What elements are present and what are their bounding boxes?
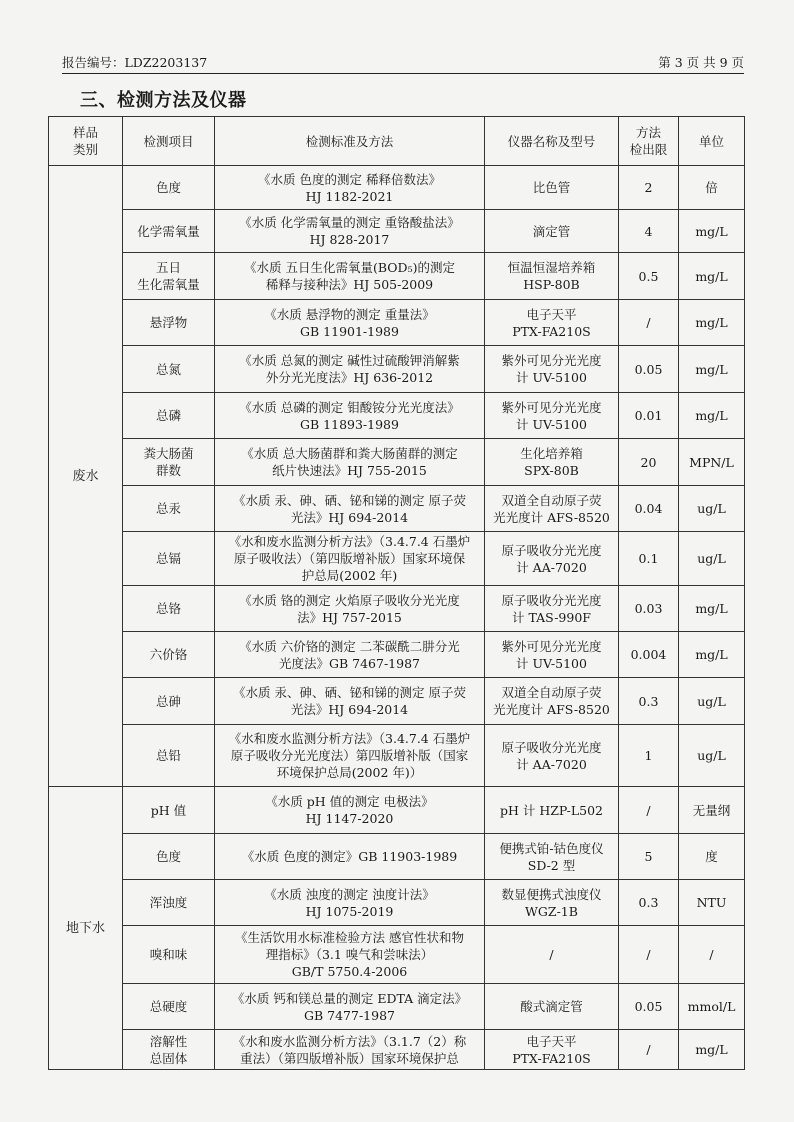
unit-cell: mmol/L bbox=[679, 984, 745, 1030]
method-cell: 《水质 五日生化需氧量(BOD₅)的测定 稀释与接种法》HJ 505-2009 bbox=[215, 253, 485, 300]
item-cell: 悬浮物 bbox=[123, 300, 215, 346]
unit-cell: 度 bbox=[679, 834, 745, 880]
limit-cell: 0.04 bbox=[619, 486, 679, 532]
limit-cell: 0.03 bbox=[619, 586, 679, 632]
instrument-cell: 滴定管 bbox=[485, 210, 619, 253]
col-header-method: 检测标准及方法 bbox=[215, 117, 485, 166]
instrument-cell: 电子天平 PTX-FA210S bbox=[485, 1030, 619, 1070]
method-cell: 《生活饮用水标准检验方法 感官性状和物 理指标》（3.1 嗅气和尝味法） GB/T 5750.4-2006 bbox=[215, 926, 485, 984]
table-row bbox=[49, 1030, 745, 1070]
method-cell: 《水和废水监测分析方法》（3.1.7（2）称 重法）（第四版增补版）国家环境保护总 bbox=[215, 1030, 485, 1070]
unit-cell: ug/L bbox=[679, 486, 745, 532]
table-row bbox=[49, 586, 745, 632]
col-header-instrument: 仪器名称及型号 bbox=[485, 117, 619, 166]
unit-cell: mg/L bbox=[679, 300, 745, 346]
item-cell: 总硬度 bbox=[123, 984, 215, 1030]
item-cell: 总镉 bbox=[123, 532, 215, 586]
limit-cell: 4 bbox=[619, 210, 679, 253]
report-header bbox=[62, 51, 744, 74]
method-cell: 《水和废水监测分析方法》（3.4.7.4 石墨炉 原子吸收法）（第四版增补版）国家环境保 护总局(2002 年) bbox=[215, 532, 485, 586]
method-cell: 《水和废水监测分析方法》（3.4.7.4 石墨炉 原子吸收分光光度法）第四版增补版（国家 环境保护总局(2002 年)） bbox=[215, 725, 485, 787]
instrument-cell: 原子吸收分光光度 计 AA-7020 bbox=[485, 725, 619, 787]
unit-cell: 无量纲 bbox=[679, 787, 745, 834]
item-cell: 粪大肠菌 群数 bbox=[123, 439, 215, 486]
col-header-item: 检测项目 bbox=[123, 117, 215, 166]
instrument-cell: 双道全自动原子荧 光光度计 AFS-8520 bbox=[485, 678, 619, 725]
unit-cell: mg/L bbox=[679, 210, 745, 253]
methods-table bbox=[48, 116, 745, 1070]
limit-cell: 0.5 bbox=[619, 253, 679, 300]
method-cell: 《水质 总磷的测定 钼酸铵分光光度法》 GB 11893-1989 bbox=[215, 393, 485, 439]
unit-cell: mg/L bbox=[679, 253, 745, 300]
method-cell: 《水质 色度的测定 稀释倍数法》 HJ 1182-2021 bbox=[215, 166, 485, 210]
instrument-cell: 电子天平 PTX-FA210S bbox=[485, 300, 619, 346]
sample-category-cell: 地下水 bbox=[49, 787, 123, 1070]
limit-cell: 0.004 bbox=[619, 632, 679, 678]
unit-cell: NTU bbox=[679, 880, 745, 926]
table-row bbox=[49, 253, 745, 300]
table-row bbox=[49, 210, 745, 253]
method-cell: 《水质 悬浮物的测定 重量法》 GB 11901-1989 bbox=[215, 300, 485, 346]
limit-cell: / bbox=[619, 787, 679, 834]
table-row bbox=[49, 984, 745, 1030]
method-cell: 《水质 汞、砷、硒、铋和锑的测定 原子荧 光法》HJ 694-2014 bbox=[215, 486, 485, 532]
section-title: 三、检测方法及仪器 bbox=[80, 90, 247, 111]
instrument-cell: 便携式铂-钴色度仪 SD-2 型 bbox=[485, 834, 619, 880]
method-cell: 《水质 浊度的测定 浊度计法》 HJ 1075-2019 bbox=[215, 880, 485, 926]
table-row bbox=[49, 300, 745, 346]
limit-cell: 2 bbox=[619, 166, 679, 210]
instrument-cell: 原子吸收分光光度 计 AA-7020 bbox=[485, 532, 619, 586]
col-header-category: 样品 类别 bbox=[49, 117, 123, 166]
item-cell: 总铬 bbox=[123, 586, 215, 632]
limit-cell: 0.05 bbox=[619, 346, 679, 393]
method-cell: 《水质 色度的测定》GB 11903-1989 bbox=[215, 834, 485, 880]
table-row bbox=[49, 532, 745, 586]
col-header-limit: 方法 检出限 bbox=[619, 117, 679, 166]
table-row bbox=[49, 678, 745, 725]
table-row bbox=[49, 880, 745, 926]
item-cell: 化学需氧量 bbox=[123, 210, 215, 253]
instrument-cell: 紫外可见分光光度 计 UV-5100 bbox=[485, 393, 619, 439]
unit-cell: / bbox=[679, 926, 745, 984]
instrument-cell: pH 计 HZP-L502 bbox=[485, 787, 619, 834]
instrument-cell: 恒温恒湿培养箱 HSP-80B bbox=[485, 253, 619, 300]
item-cell: 色度 bbox=[123, 834, 215, 880]
sample-category-cell: 废水 bbox=[49, 166, 123, 787]
instrument-cell: 紫外可见分光光度 计 UV-5100 bbox=[485, 346, 619, 393]
limit-cell: 0.05 bbox=[619, 984, 679, 1030]
instrument-cell: / bbox=[485, 926, 619, 984]
limit-cell: 0.1 bbox=[619, 532, 679, 586]
col-header-unit: 单位 bbox=[679, 117, 745, 166]
table-row bbox=[49, 926, 745, 984]
page-indicator: 第 3 页 共 9 页 bbox=[658, 55, 744, 70]
method-cell: 《水质 汞、砷、硒、铋和锑的测定 原子荧 光法》HJ 694-2014 bbox=[215, 678, 485, 725]
method-cell: 《水质 pH 值的测定 电极法》 HJ 1147-2020 bbox=[215, 787, 485, 834]
limit-cell: 0.3 bbox=[619, 880, 679, 926]
table-row bbox=[49, 439, 745, 486]
instrument-cell: 双道全自动原子荧 光光度计 AFS-8520 bbox=[485, 486, 619, 532]
method-cell: 《水质 钙和镁总量的测定 EDTA 滴定法》 GB 7477-1987 bbox=[215, 984, 485, 1030]
instrument-cell: 原子吸收分光光度 计 TAS-990F bbox=[485, 586, 619, 632]
table-row bbox=[49, 486, 745, 532]
limit-cell: 1 bbox=[619, 725, 679, 787]
item-cell: 嗅和味 bbox=[123, 926, 215, 984]
limit-cell: 20 bbox=[619, 439, 679, 486]
instrument-cell: 紫外可见分光光度 计 UV-5100 bbox=[485, 632, 619, 678]
item-cell: 总氮 bbox=[123, 346, 215, 393]
limit-cell: 0.01 bbox=[619, 393, 679, 439]
limit-cell: / bbox=[619, 926, 679, 984]
item-cell: 总磷 bbox=[123, 393, 215, 439]
unit-cell: mg/L bbox=[679, 346, 745, 393]
limit-cell: / bbox=[619, 300, 679, 346]
item-cell: 浑浊度 bbox=[123, 880, 215, 926]
unit-cell: mg/L bbox=[679, 632, 745, 678]
table-row bbox=[49, 166, 745, 210]
unit-cell: mg/L bbox=[679, 1030, 745, 1070]
item-cell: 总铅 bbox=[123, 725, 215, 787]
unit-cell: mg/L bbox=[679, 586, 745, 632]
table-row bbox=[49, 393, 745, 439]
instrument-cell: 比色管 bbox=[485, 166, 619, 210]
unit-cell: mg/L bbox=[679, 393, 745, 439]
method-cell: 《水质 化学需氧量的测定 重铬酸盐法》 HJ 828-2017 bbox=[215, 210, 485, 253]
unit-cell: ug/L bbox=[679, 532, 745, 586]
item-cell: 溶解性 总固体 bbox=[123, 1030, 215, 1070]
report-number: 报告编号：LDZ2203137 bbox=[62, 55, 208, 70]
method-cell: 《水质 六价铬的测定 二苯碳酰二肼分光 光度法》GB 7467-1987 bbox=[215, 632, 485, 678]
item-cell: 六价铬 bbox=[123, 632, 215, 678]
method-cell: 《水质 铬的测定 火焰原子吸收分光光度 法》HJ 757-2015 bbox=[215, 586, 485, 632]
method-cell: 《水质 总大肠菌群和粪大肠菌群的测定 纸片快速法》HJ 755-2015 bbox=[215, 439, 485, 486]
instrument-cell: 数显便携式浊度仪 WGZ-1B bbox=[485, 880, 619, 926]
instrument-cell: 生化培养箱 SPX-80B bbox=[485, 439, 619, 486]
table-header-row bbox=[49, 117, 745, 166]
item-cell: 总汞 bbox=[123, 486, 215, 532]
table-row bbox=[49, 834, 745, 880]
unit-cell: 倍 bbox=[679, 166, 745, 210]
limit-cell: / bbox=[619, 1030, 679, 1070]
table-row bbox=[49, 725, 745, 787]
item-cell: pH 值 bbox=[123, 787, 215, 834]
instrument-cell: 酸式滴定管 bbox=[485, 984, 619, 1030]
table-row bbox=[49, 632, 745, 678]
method-cell: 《水质 总氮的测定 碱性过硫酸钾消解紫 外分光光度法》HJ 636-2012 bbox=[215, 346, 485, 393]
table-row bbox=[49, 346, 745, 393]
item-cell: 总砷 bbox=[123, 678, 215, 725]
table-row bbox=[49, 787, 745, 834]
unit-cell: MPN/L bbox=[679, 439, 745, 486]
limit-cell: 0.3 bbox=[619, 678, 679, 725]
unit-cell: ug/L bbox=[679, 725, 745, 787]
unit-cell: ug/L bbox=[679, 678, 745, 725]
item-cell: 色度 bbox=[123, 166, 215, 210]
limit-cell: 5 bbox=[619, 834, 679, 880]
item-cell: 五日 生化需氧量 bbox=[123, 253, 215, 300]
